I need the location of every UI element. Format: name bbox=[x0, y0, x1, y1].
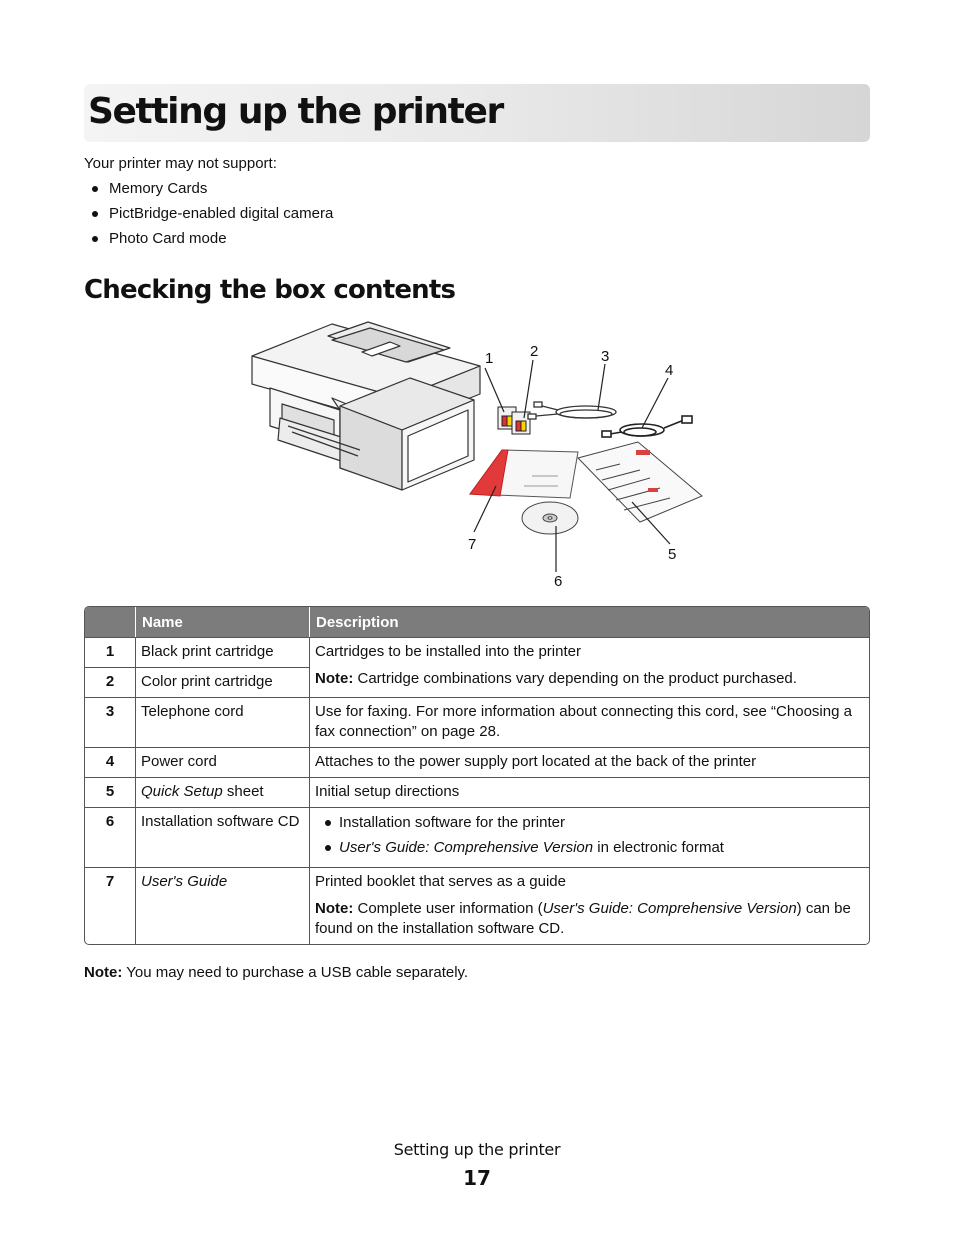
footer-section-label: Setting up the printer bbox=[393, 1140, 561, 1159]
description-text: Cartridges to be installed into the printer bbox=[315, 643, 581, 660]
item-number: 7 bbox=[85, 867, 135, 944]
note-text: Cartridge combinations vary depending on the product purchased. bbox=[353, 670, 797, 687]
bullet-icon bbox=[92, 211, 98, 217]
callout-6: 6 bbox=[554, 573, 563, 590]
note-label: Note: bbox=[315, 900, 354, 917]
bullet-icon bbox=[325, 845, 331, 851]
item-name-rest: sheet bbox=[222, 783, 264, 800]
item-number: 5 bbox=[85, 777, 135, 807]
list-item bbox=[90, 178, 333, 203]
item-number: 4 bbox=[85, 747, 135, 777]
item-description: Initial setup directions bbox=[309, 777, 869, 807]
telephone-cord-image bbox=[528, 402, 616, 419]
list-item bbox=[90, 203, 333, 228]
item-description bbox=[309, 867, 869, 944]
note-label: Note: bbox=[84, 964, 123, 981]
list-item-italic: User's Guide: Comprehensive Version bbox=[339, 839, 594, 856]
callout-4: 4 bbox=[665, 362, 674, 379]
table-row bbox=[85, 807, 869, 867]
item-name: Telephone cord bbox=[135, 697, 309, 747]
box-contents-table bbox=[84, 606, 870, 945]
table-row bbox=[85, 697, 869, 747]
list-item-label: PictBridge-enabled digital camera bbox=[109, 205, 334, 222]
item-description bbox=[309, 637, 869, 697]
item-number: 2 bbox=[85, 667, 135, 697]
bottom-note bbox=[84, 964, 468, 981]
printer-image bbox=[252, 322, 480, 490]
item-name: Color print cartridge bbox=[135, 667, 309, 697]
description-note bbox=[315, 669, 864, 689]
table-header-row bbox=[85, 607, 869, 637]
section-title: Checking the box contents bbox=[84, 275, 456, 305]
callout-1: 1 bbox=[485, 350, 494, 367]
item-description: Use for faxing. For more information about connecting this cord, see “Choosing a fax connection” on page 28. bbox=[309, 697, 869, 747]
list-item-label: Installation software for the printer bbox=[339, 814, 565, 831]
description-text: Printed booklet that serves as a guide bbox=[315, 873, 566, 890]
note-italic: User's Guide: Comprehensive Version bbox=[542, 900, 797, 917]
item-number: 3 bbox=[85, 697, 135, 747]
list-item-label: in electronic format bbox=[593, 839, 724, 856]
note-text: ) can be found on the installation software CD. bbox=[315, 900, 851, 937]
column-header-name: Name bbox=[135, 607, 309, 637]
callout-3: 3 bbox=[601, 348, 610, 365]
note-text: You may need to purchase a USB cable separately. bbox=[122, 964, 469, 981]
users-guide-image bbox=[470, 450, 578, 498]
bullet-icon bbox=[325, 820, 331, 826]
table-row bbox=[85, 637, 869, 667]
description-list bbox=[315, 812, 864, 862]
table-row bbox=[85, 777, 869, 807]
page-number: 17 bbox=[463, 1166, 491, 1190]
item-name-italic: User's Guide bbox=[141, 873, 228, 890]
table-row bbox=[85, 867, 869, 944]
item-name-italic: Quick Setup bbox=[141, 783, 223, 800]
callout-5: 5 bbox=[668, 546, 677, 563]
list-item bbox=[315, 837, 864, 862]
item-name bbox=[135, 777, 309, 807]
column-header-description: Description bbox=[309, 607, 869, 637]
item-name: Installation software CD bbox=[135, 807, 309, 867]
list-item-label: Photo Card mode bbox=[109, 230, 227, 247]
item-number: 6 bbox=[85, 807, 135, 867]
list-item-label: Memory Cards bbox=[109, 180, 208, 197]
column-header-number bbox=[85, 607, 135, 637]
item-name: Power cord bbox=[135, 747, 309, 777]
table-row bbox=[85, 747, 869, 777]
unsupported-list bbox=[90, 178, 333, 253]
note-label: Note: bbox=[315, 670, 354, 687]
bullet-icon bbox=[92, 236, 98, 242]
list-item bbox=[90, 228, 333, 253]
item-number: 1 bbox=[85, 637, 135, 667]
box-contents-illustration bbox=[240, 318, 720, 598]
list-item bbox=[315, 812, 864, 837]
page-title: Setting up the printer bbox=[88, 91, 503, 132]
callout-7: 7 bbox=[468, 536, 477, 553]
item-name: Black print cartridge bbox=[135, 637, 309, 667]
installation-cd-image bbox=[522, 502, 578, 534]
description-note bbox=[315, 899, 864, 939]
intro-text: Your printer may not support: bbox=[84, 155, 277, 172]
item-name bbox=[135, 867, 309, 944]
item-description: Attaches to the power supply port located at the back of the printer bbox=[309, 747, 869, 777]
bullet-icon bbox=[92, 186, 98, 192]
note-text: Complete user information ( bbox=[353, 900, 543, 917]
callout-2: 2 bbox=[530, 343, 539, 360]
item-description bbox=[309, 807, 869, 867]
